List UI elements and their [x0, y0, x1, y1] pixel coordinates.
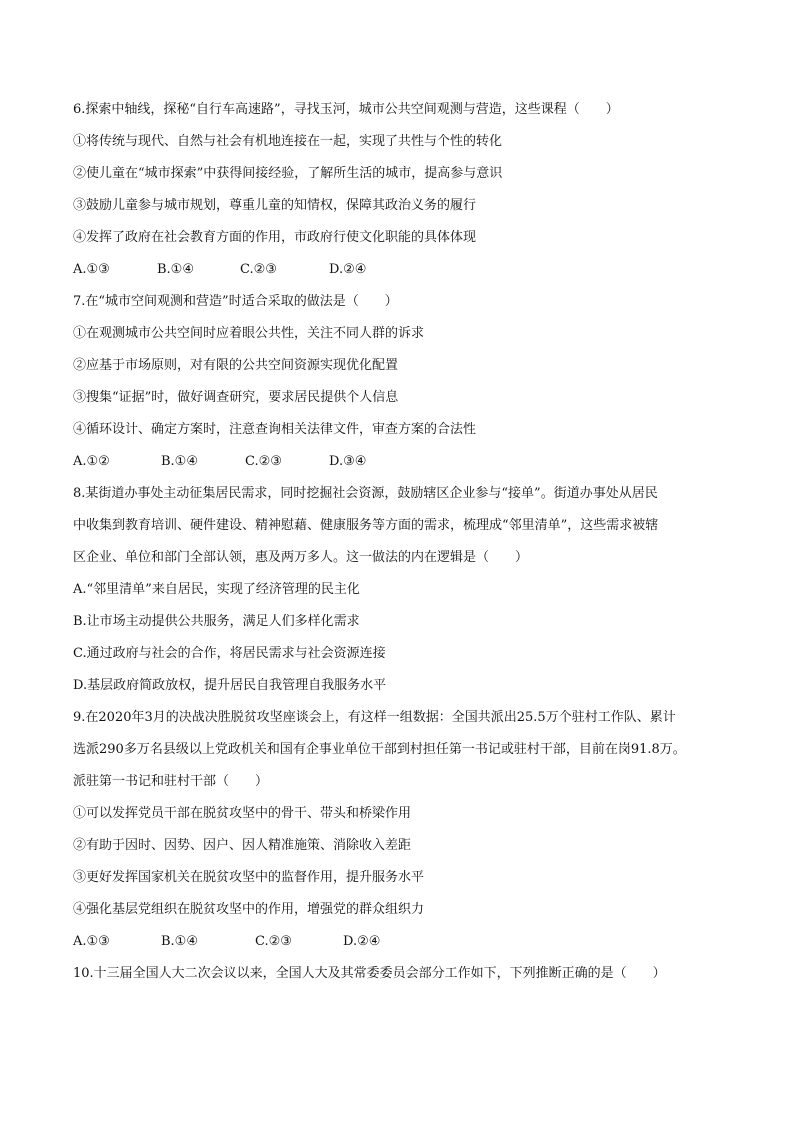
question-9-statement-2: ②有助于因时、因势、因户、因人精准施策、消除收入差距 — [73, 838, 412, 853]
option-d: D.②④ — [329, 262, 367, 277]
option-a: A.①③ — [73, 934, 110, 949]
question-6-stem: 6.探索中轴线，探秘“自行车高速路”，寻找玉河，城市公共空间观测与营造，这些课程（ ） — [73, 102, 619, 117]
question-6-statement-2: ②使儿童在“城市探索”中获得间接经验，了解所生活的城市，提高参与意识 — [73, 166, 503, 181]
option-a: A.①③ — [73, 262, 110, 277]
question-7-stem: 7.在“城市空间观测和营造”时适合采取的做法是（ ） — [73, 294, 398, 309]
question-8-stem-line-3: 区企业、单位和部门全部认领，惠及两万多人。这一做法的内在逻辑是（ ） — [73, 550, 529, 565]
question-9-statement-4: ④强化基层党组织在脱贫攻坚中的作用，增强党的群众组织力 — [73, 902, 425, 917]
question-9-statement-1: ①可以发挥党员干部在脱贫攻坚中的骨干、带头和桥梁作用 — [73, 806, 412, 821]
option-a: A.①② — [73, 454, 110, 469]
option-b: B.①④ — [161, 934, 198, 949]
question-6-statement-4: ④发挥了政府在社会教育方面的作用，市政府行使文化职能的具体体现 — [73, 230, 477, 245]
option-d: D.③④ — [329, 454, 367, 469]
option-b: B.①④ — [157, 262, 194, 277]
option-b: B.①④ — [161, 454, 198, 469]
question-8-stem-line-2: 中收集到教育培训、硬件建设、精神慰藉、健康服务等方面的需求，梳理成“邻里清单”，这些需求被辖 — [73, 518, 659, 533]
question-9-statement-3: ③更好发挥国家机关在脱贫攻坚中的监督作用，提升服务水平 — [73, 870, 425, 885]
question-9-stem-line-1: 9.在2020年3月的决战决胜脱贫攻坚座谈会上，有这样一组数据：全国共派出25.5万个驻村工作队、累计 — [73, 710, 676, 725]
question-7-statement-4: ④循环设计、确定方案时，注意查询相关法律文件，审查方案的合法性 — [73, 422, 477, 437]
question-7-statement-2: ②应基于市场原则，对有限的公共空间资源实现优化配置 — [73, 358, 399, 373]
question-6-statement-3: ③鼓励儿童参与城市规划，尊重儿童的知情权，保障其政治义务的履行 — [73, 198, 477, 213]
option-c: C.②③ — [245, 454, 282, 469]
question-8-stem-line-1: 8.某街道办事处主动征集居民需求，同时挖掘社会资源，鼓励辖区企业参与“接单”。街道办事处从居民 — [73, 486, 658, 501]
option-d: D.②④ — [343, 934, 381, 949]
question-7-statement-3: ③搜集“证据”时，做好调查研究，要求居民提供个人信息 — [73, 390, 399, 405]
option-c: C.②③ — [240, 262, 277, 277]
question-8-choice-d: D.基层政府简政放权，提升居民自我管理自我服务水平 — [73, 678, 387, 693]
question-6-statement-1: ①将传统与现代、自然与社会有机地连接在一起，实现了共性与个性的转化 — [73, 134, 503, 149]
question-9-stem-line-2: 选派290多万名县级以上党政机关和国有企事业单位干部到村担任第一书记或驻村干部，目前在岗91.8万。 — [73, 742, 686, 757]
option-c: C.②③ — [255, 934, 292, 949]
question-7-statement-1: ①在观测城市公共空间时应着眼公共性，关注不同人群的诉求 — [73, 326, 425, 341]
question-8-choice-c: C.通过政府与社会的合作，将居民需求与社会资源连接 — [73, 646, 386, 661]
question-8-choice-a: A.“邻里清单”来自居民，实现了经济管理的民主化 — [73, 582, 360, 597]
question-9-stem-line-3: 派驻第一书记和驻村干部（ ） — [73, 774, 269, 789]
question-10-stem: 10.十三届全国人大二次会议以来，全国人大及其常委委员会部分工作如下，下列推断正确的是（ ） — [73, 966, 666, 981]
question-8-choice-b: B.让市场主动提供公共服务，满足人们多样化需求 — [73, 614, 360, 629]
